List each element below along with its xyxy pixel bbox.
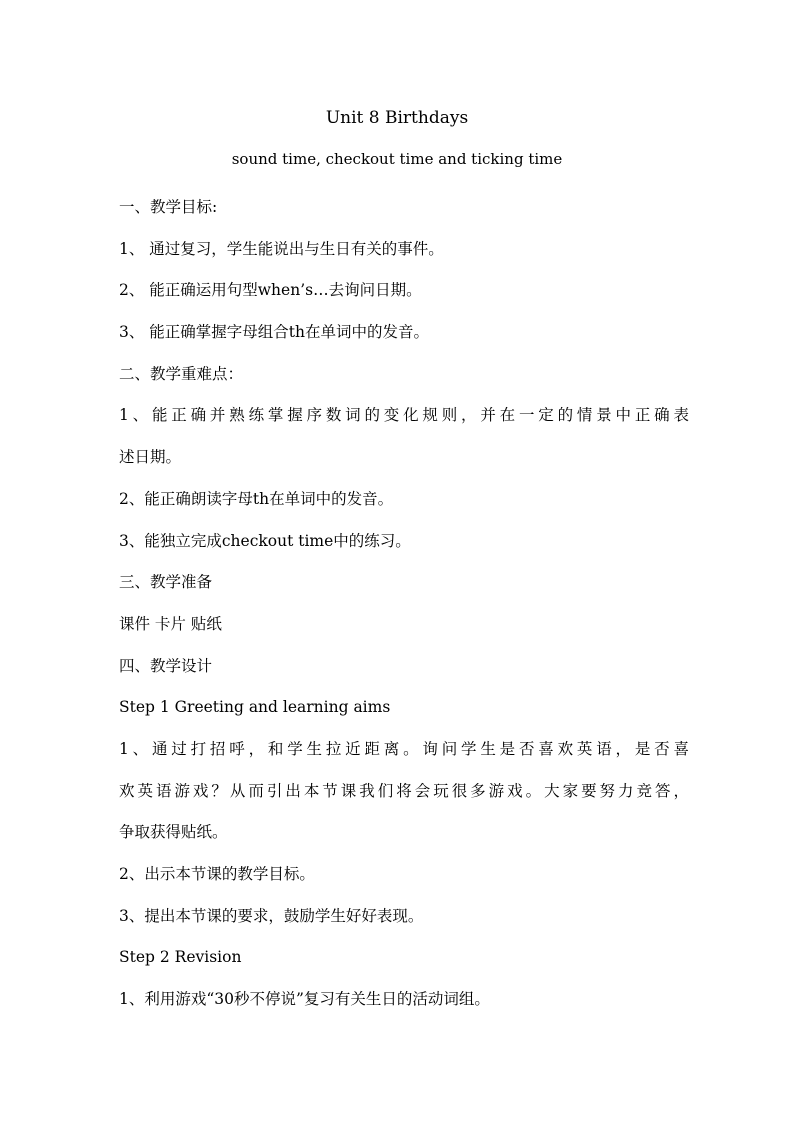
document-title: Unit 8 Birthdays [325, 108, 469, 128]
objective-item-2: 2、 能正确运用句型when’s…去询问日期。 [119, 281, 422, 300]
key-point-1-line-2: 述日期。 [119, 448, 182, 467]
step-1-heading: Step 1 Greeting and learning aims [119, 698, 391, 717]
key-point-3: 3、能独立完成checkout time中的练习。 [119, 531, 411, 550]
section-heading-objectives: 一、教学目标: [119, 198, 218, 216]
step-1-item-1-line-2: 欢英语游戏？从而引出本节课我们将会玩很多游戏。大家要努力竞答， [119, 781, 689, 800]
step-2-item-1: 1、利用游戏“30秒不停说”复习有关生日的活动词组。 [119, 990, 490, 1009]
step-1-item-2: 2、出示本节课的教学目标。 [119, 865, 315, 883]
step-1-item-3: 3、提出本节课的要求，鼓励学生好好表现。 [119, 906, 424, 925]
objective-item-1: 1、 通过复习，学生能说出与生日有关的事件。 [119, 239, 444, 258]
step-1-item-1-line-3: 争取获得贴纸。 [119, 823, 228, 842]
step-2-heading: Step 2 Revision [119, 948, 242, 967]
key-point-2: 2、能正确朗读字母th在单词中的发音。 [119, 489, 394, 508]
section-heading-design: 四、教学设计 [119, 656, 213, 675]
objective-item-3: 3、 能正确掌握字母组合th在单词中的发音。 [119, 323, 430, 342]
document-body [119, 187, 689, 1021]
step-1-item-1-line-1: 1、通过打招呼，和学生拉近距离。询问学生是否喜欢英语，是否喜 [119, 739, 689, 758]
key-point-1-line-1: 1、能正确并熟练掌握序数词的变化规则，并在一定的情景中正确表 [119, 406, 689, 425]
section-heading-key-points: 二、教学重难点： [119, 364, 244, 383]
document-subtitle: sound time, checkout time and ticking time [231, 150, 563, 168]
preparation-items: 课件 卡片 贴纸 [119, 614, 222, 633]
section-heading-preparation: 三、教学准备 [119, 573, 213, 592]
